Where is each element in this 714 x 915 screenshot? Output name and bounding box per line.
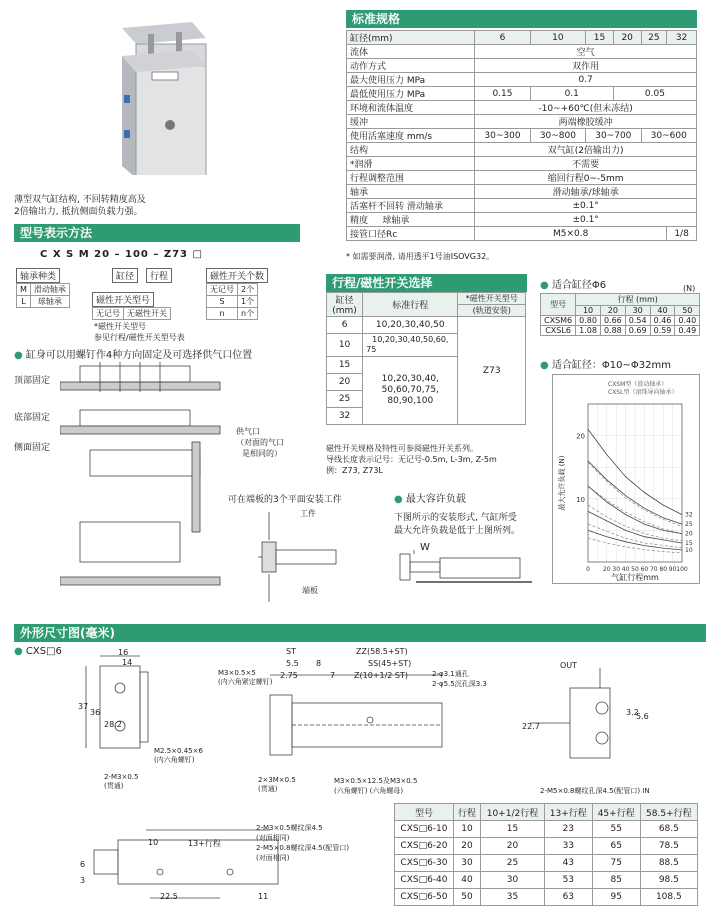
dim-cell: 20 xyxy=(453,838,480,855)
dim-275: 2.75 xyxy=(280,671,298,680)
load-drawing xyxy=(396,550,536,590)
spec-h1: 6 xyxy=(475,31,530,45)
dim-cell: 75 xyxy=(592,855,640,872)
bore6-cell: 0.46 xyxy=(650,316,675,326)
mount-drawings xyxy=(60,362,240,592)
bore6-cell: 0.49 xyxy=(675,326,700,336)
bore6-cell: 0.59 xyxy=(650,326,675,336)
stroke-cell xyxy=(363,334,458,357)
spec-label: 使用活塞速度 mm/s xyxy=(347,129,475,143)
bore6-cell: 0.88 xyxy=(600,326,625,336)
dims-table xyxy=(394,803,698,906)
spec-value: 0.05 xyxy=(613,87,696,101)
spec-value: 30~600 xyxy=(641,129,696,143)
d7: 2-φ3.1通孔 xyxy=(432,670,469,678)
cylinder-image xyxy=(110,10,220,175)
dim-cell: CXS□6-10 xyxy=(395,821,454,838)
bullet-icon: ● xyxy=(14,350,23,361)
dim-225: 22.5 xyxy=(160,892,178,901)
spec-value: 滑动轴承/球轴承 xyxy=(475,185,697,199)
dim-cell: 23 xyxy=(544,821,592,838)
series-label: 32 xyxy=(685,511,693,519)
dim-cell: 108.5 xyxy=(640,889,697,906)
cell: 球轴承 xyxy=(30,296,69,308)
spec-value: 双作用 xyxy=(475,59,697,73)
spec-label: 动作方式 xyxy=(347,59,475,73)
spec-value: ±0.1° xyxy=(475,213,697,227)
bore6-stroke: 10 xyxy=(576,306,601,316)
dim-th: 10+1/2行程 xyxy=(481,804,545,821)
legend-l: CXSL型（滚珠导向轴承） xyxy=(608,389,678,396)
dims-drawing-left xyxy=(70,648,210,788)
spec-label: 流体 xyxy=(347,45,475,59)
stroke-h1 xyxy=(327,293,363,317)
bullet-icon: ● xyxy=(540,280,549,291)
load-w: W xyxy=(420,542,430,553)
intro-line2: 2倍输出力, 抵抗侧面负载力强。 xyxy=(14,207,143,217)
endplate-drawing xyxy=(258,512,348,602)
rot-label: 活塞杆不回转 xyxy=(350,202,405,212)
d8: 2×3M×0.5 xyxy=(258,776,296,784)
x-tick-label: 70 xyxy=(649,566,658,573)
dim-cell: 53 xyxy=(544,872,592,889)
cell: 滑动轴承 xyxy=(30,284,69,296)
dim-z: Z(10+1/2 ST) xyxy=(354,671,408,680)
bore-cell: 6 xyxy=(327,317,363,334)
spec-label: 环境和流体温度 xyxy=(347,101,475,115)
cell: L xyxy=(17,296,31,308)
model-code: C X S M 20 – 100 – Z73 □ xyxy=(40,249,203,260)
cell: M xyxy=(17,284,31,296)
out-label: OUT xyxy=(560,661,578,670)
series-label: 25 xyxy=(685,521,693,529)
switch-note2: 参见行程/磁性开关型号表 xyxy=(94,333,185,342)
dim-th: 行程 xyxy=(453,804,480,821)
bore6-cell: 0.40 xyxy=(675,316,700,326)
mount-side-label: 侧面固定 xyxy=(14,443,51,453)
end-title: 可在端板的3个平面安装工件 xyxy=(228,495,342,505)
chart-title: 适合缸径：Φ10~Φ32mm xyxy=(551,360,671,371)
stroke-big3: 80,90,100 xyxy=(387,396,434,406)
d1b: (内六角螺钉) xyxy=(154,756,195,764)
bore6-table xyxy=(540,293,700,336)
dim-st: ST xyxy=(286,647,296,656)
dim-cell: 33 xyxy=(544,838,592,855)
stroke-table xyxy=(326,292,526,425)
dim-cell: 10 xyxy=(453,821,480,838)
load-line1: 下图所示的安装形式, 气缸所受 xyxy=(394,513,517,523)
dim-cell: 50 xyxy=(453,889,480,906)
spec-value: 30~700 xyxy=(586,129,641,143)
endplate-label: 端板 xyxy=(302,586,318,595)
bore6-cell: 1.08 xyxy=(576,326,601,336)
bore6-stroke: 30 xyxy=(625,306,650,316)
series-label: 15 xyxy=(685,540,693,548)
dim-227: 22.7 xyxy=(522,722,540,731)
cell: n个 xyxy=(238,308,258,320)
bore6-h-stroke: 行程 (mm) xyxy=(576,294,700,306)
dim-cell: 43 xyxy=(544,855,592,872)
spec-h6: 32 xyxy=(667,31,697,45)
port-label2: （对面的气口 xyxy=(236,438,284,447)
x-axis-label: 气缸行程mm xyxy=(611,573,659,582)
label-stroke: 行程 xyxy=(146,268,172,283)
dims-sub: CXS□6 xyxy=(25,646,62,657)
bore-cell: 25 xyxy=(327,391,363,408)
bore6-h-model: 型号 xyxy=(541,294,576,316)
d12: 2-M5×0.8螺纹深4.5(配管口) xyxy=(256,844,350,852)
load-line2: 最大允许负载是低于上图所列。 xyxy=(394,526,521,536)
stroke-h3b: (轨道安装) xyxy=(458,305,526,317)
dim-cell: 78.5 xyxy=(640,838,697,855)
dims-drawing-center xyxy=(250,665,450,775)
spec-h5: 25 xyxy=(641,31,667,45)
dim-56: 5.6 xyxy=(636,712,649,721)
x-tick-label: 90 xyxy=(668,566,677,573)
dim-cell: CXS□6-30 xyxy=(395,855,454,872)
d9b: (六角螺钉) (六角螺母) xyxy=(334,787,404,795)
dim-th: 型号 xyxy=(395,804,454,821)
dim-th: 45+行程 xyxy=(592,804,640,821)
dim-cell: 20 xyxy=(481,838,545,855)
dim-cell: 30 xyxy=(453,855,480,872)
intro-line1: 薄型双气缸结构, 不回转精度高及 xyxy=(14,195,146,205)
spec-value: 空气 xyxy=(475,45,697,59)
bore6-unit: (N) xyxy=(683,284,696,293)
product-photo xyxy=(110,10,220,175)
series-label: 10 xyxy=(685,546,693,554)
stroke-h2: 标准行程 xyxy=(363,293,458,317)
d2b: (贯通) xyxy=(104,782,124,790)
port-label1: 供气口 xyxy=(236,427,260,436)
y-tick-label: 10 xyxy=(576,495,585,504)
x-tick-label: 0 xyxy=(586,566,590,573)
stroke-title: 行程/磁性开关选择 xyxy=(326,274,527,292)
bore6-cell: CXSM6 xyxy=(541,316,576,326)
dim-cell: 88.5 xyxy=(640,855,697,872)
x-tick-label: 40 xyxy=(621,566,630,573)
bullet-icon: ● xyxy=(394,494,403,505)
dim-cell: 40 xyxy=(453,872,480,889)
stroke-big2: 50,60,70,75, xyxy=(381,385,439,395)
dim-th: 13+行程 xyxy=(544,804,592,821)
cell: 无记号 xyxy=(93,308,124,320)
d3: M3×0.5×5 xyxy=(218,669,256,677)
dim-cell: 30 xyxy=(481,872,545,889)
spec-label: 行程调整范围 xyxy=(347,171,475,185)
dim-14: 14 xyxy=(122,658,133,667)
dim-stroke: 13+行程 xyxy=(188,839,221,848)
d10: 2-M5×0.8螺纹孔深4.5(配管口) IN xyxy=(540,787,650,795)
spec-value: 0.15 xyxy=(475,87,530,101)
mount-title: 缸身可以用螺钉作4种方向固定及可选择供气口位置 xyxy=(25,350,253,361)
stroke-10a: 10,20,30,40,50,60, xyxy=(372,335,449,344)
label-switch-count: 磁性开关个数 xyxy=(206,268,268,283)
slide-label: 滑动轴承 xyxy=(406,202,443,212)
dim-cell: 65 xyxy=(592,838,640,855)
cell: 2个 xyxy=(238,284,258,296)
dim-cell: CXS□6-40 xyxy=(395,872,454,889)
d12b: (对面相同) xyxy=(256,854,290,862)
dim-cell: CXS□6-50 xyxy=(395,889,454,906)
dim-8: 8 xyxy=(316,659,322,668)
spec-label xyxy=(347,199,475,213)
y-tick-label: 20 xyxy=(576,432,585,441)
bore-cell: 15 xyxy=(327,357,363,374)
spec-label: 最低使用压力 MPa xyxy=(347,87,475,101)
stroke-note3: 例：Z73, Z73L xyxy=(326,466,383,475)
spec-value: M5×0.8 xyxy=(475,227,667,241)
stroke-note2: 导线长度表示记号：无记号-0.5m, L-3m, Z-5m xyxy=(326,455,497,464)
dim-16: 16 xyxy=(118,648,129,657)
bore6-cell: 0.69 xyxy=(625,326,650,336)
mount-bottom-label: 底部固定 xyxy=(14,413,51,423)
dim-32: 3.2 xyxy=(626,708,639,717)
dim-cell: 98.5 xyxy=(640,872,697,889)
cell: 无磁性开关 xyxy=(124,308,171,320)
spec-value: 不需要 xyxy=(475,157,697,171)
spec-label: 接管口径Rc xyxy=(347,227,475,241)
model-title: 型号表示方法 xyxy=(14,224,300,242)
d3b: (内六角紧定螺钉) xyxy=(218,678,273,686)
dim-7: 7 xyxy=(330,671,336,680)
dims-title: 外形尺寸图(毫米) xyxy=(14,624,706,642)
spec-h4: 20 xyxy=(613,31,641,45)
x-tick-label: 80 xyxy=(659,566,668,573)
dim-3: 3 xyxy=(80,876,86,885)
label-bearing: 轴承种类 xyxy=(16,268,60,283)
spec-label: 轴承 xyxy=(347,185,475,199)
x-tick-label: 30 xyxy=(612,566,621,573)
spec-h2: 10 xyxy=(530,31,585,45)
spec-value: 30~800 xyxy=(530,129,585,143)
d7b: 2-φ5.5沉孔深3.3 xyxy=(432,680,487,688)
spec-label: 结构 xyxy=(347,143,475,157)
mount-top-label: 顶部固定 xyxy=(14,376,51,386)
load-chart xyxy=(552,374,698,582)
bore6-cell: CXSL6 xyxy=(541,326,576,336)
x-tick-label: 20 xyxy=(602,566,611,573)
dim-28: 28.2 xyxy=(104,720,122,729)
stroke-big1: 10,20,30,40, xyxy=(381,374,439,384)
dim-cell: 15 xyxy=(481,821,545,838)
stroke-h3a: *磁性开关型号 xyxy=(458,293,526,305)
bore6-stroke: 50 xyxy=(675,306,700,316)
spec-label: *润滑 xyxy=(347,157,475,171)
y-axis-label: 最大允许负载 (N) xyxy=(558,455,566,511)
spec-value: 0.1 xyxy=(530,87,613,101)
cell: S xyxy=(207,296,238,308)
stroke-note1: 磁性开关规格及特性可参阅磁性开关系列。 xyxy=(326,444,478,453)
switch-table xyxy=(92,307,171,320)
legend-m: CXSM型（滑动轴承） xyxy=(608,381,668,388)
spec-value: 双气缸(2倍输出力) xyxy=(475,143,697,157)
dim-cell: 35 xyxy=(481,889,545,906)
stroke-h1-text: 缸径 xyxy=(335,296,354,306)
dim-37: 37 xyxy=(78,702,89,711)
spec-value: ±0.1° xyxy=(475,199,697,213)
d11: 2-M3×0.5螺纹深4.5 xyxy=(256,824,323,832)
dims-drawing-right xyxy=(530,668,630,778)
bullet-icon: ● xyxy=(540,360,549,371)
x-tick-label: 50 xyxy=(631,566,639,573)
cell: n xyxy=(207,308,238,320)
precision-label: 精度 xyxy=(350,216,369,226)
series-label: 20 xyxy=(685,530,693,538)
spec-h0: 缸径(mm) xyxy=(347,31,475,45)
dim-zz: ZZ(58.5+ST) xyxy=(356,647,408,656)
spec-value: 30~300 xyxy=(475,129,530,143)
dim-cell: 95 xyxy=(592,889,640,906)
dim-6: 6 xyxy=(80,860,86,869)
workpiece-label: 工件 xyxy=(300,509,316,518)
label-bore: 缸径 xyxy=(112,268,138,283)
dim-cell: 68.5 xyxy=(640,821,697,838)
switch-note1: *磁性开关型号 xyxy=(94,322,146,331)
spec-value: 缩回行程0~-5mm xyxy=(475,171,697,185)
dim-cell: 63 xyxy=(544,889,592,906)
stroke-h1b-text: (mm) xyxy=(332,306,357,316)
switch-cell: Z73 xyxy=(458,317,526,425)
bore6-title: 适合缸径Φ6 xyxy=(551,280,607,291)
stroke-10b: 75 xyxy=(366,345,377,354)
spec-value: 两端橡胶缓冲 xyxy=(475,115,697,129)
bore6-cell: 0.54 xyxy=(625,316,650,326)
dim-ss: SS(45+ST) xyxy=(368,659,412,668)
ball-label: 球轴承 xyxy=(382,216,410,226)
d2: 2-M3×0.5 xyxy=(104,773,139,781)
bore-cell: 10 xyxy=(327,334,363,357)
x-tick-label: 60 xyxy=(640,566,649,573)
dim-cell: 85 xyxy=(592,872,640,889)
cell: 无记号 xyxy=(207,284,238,296)
bore6-stroke: 20 xyxy=(600,306,625,316)
stroke-cell: 10,20,30,40,50 xyxy=(363,317,458,334)
bullet-icon: ● xyxy=(14,646,23,657)
dim-cell: CXS□6-20 xyxy=(395,838,454,855)
dim-10: 10 xyxy=(148,838,159,847)
d11b: (对面相同) xyxy=(256,834,290,842)
spec-label: 最大使用压力 MPa xyxy=(347,73,475,87)
cell: 1个 xyxy=(238,296,258,308)
bore6-stroke: 40 xyxy=(650,306,675,316)
label-switch-model: 磁性开关型号 xyxy=(92,292,154,307)
stroke-cell xyxy=(363,357,458,425)
bearing-table xyxy=(16,283,70,308)
dim-11: 11 xyxy=(258,892,269,901)
port-label3: 是相同的） xyxy=(242,449,282,458)
bore-cell: 20 xyxy=(327,374,363,391)
dim-cell: 25 xyxy=(481,855,545,872)
dim-cell: 55 xyxy=(592,821,640,838)
bore6-cell: 0.80 xyxy=(576,316,601,326)
spec-table xyxy=(346,30,697,241)
d1: M2.5×0.45×6 xyxy=(154,747,203,755)
spec-title: 标准规格 xyxy=(346,10,697,28)
spec-note: * 如需要润滑, 请用透平1号油ISOVG32。 xyxy=(346,252,495,261)
dim-55: 5.5 xyxy=(286,659,299,668)
spec-label: 缓冲 xyxy=(347,115,475,129)
spec-value: 1/8 xyxy=(667,227,697,241)
x-tick-label: 100 xyxy=(676,566,688,573)
d2b-2: (贯通) xyxy=(258,785,278,793)
spec-value: 0.7 xyxy=(475,73,697,87)
dim-36: 36 xyxy=(90,708,101,717)
load-title: 最大容许负载 xyxy=(405,494,466,505)
spec-h3: 15 xyxy=(586,31,614,45)
spec-label xyxy=(347,213,475,227)
spec-value: -10~+60℃(但未冻结) xyxy=(475,101,697,115)
count-table xyxy=(206,283,258,320)
bore-cell: 32 xyxy=(327,408,363,425)
dim-th: 58.5+行程 xyxy=(640,804,697,821)
d9: M3×0.5×12.5及M3×0.5 xyxy=(334,777,418,785)
bore6-cell: 0.66 xyxy=(600,316,625,326)
